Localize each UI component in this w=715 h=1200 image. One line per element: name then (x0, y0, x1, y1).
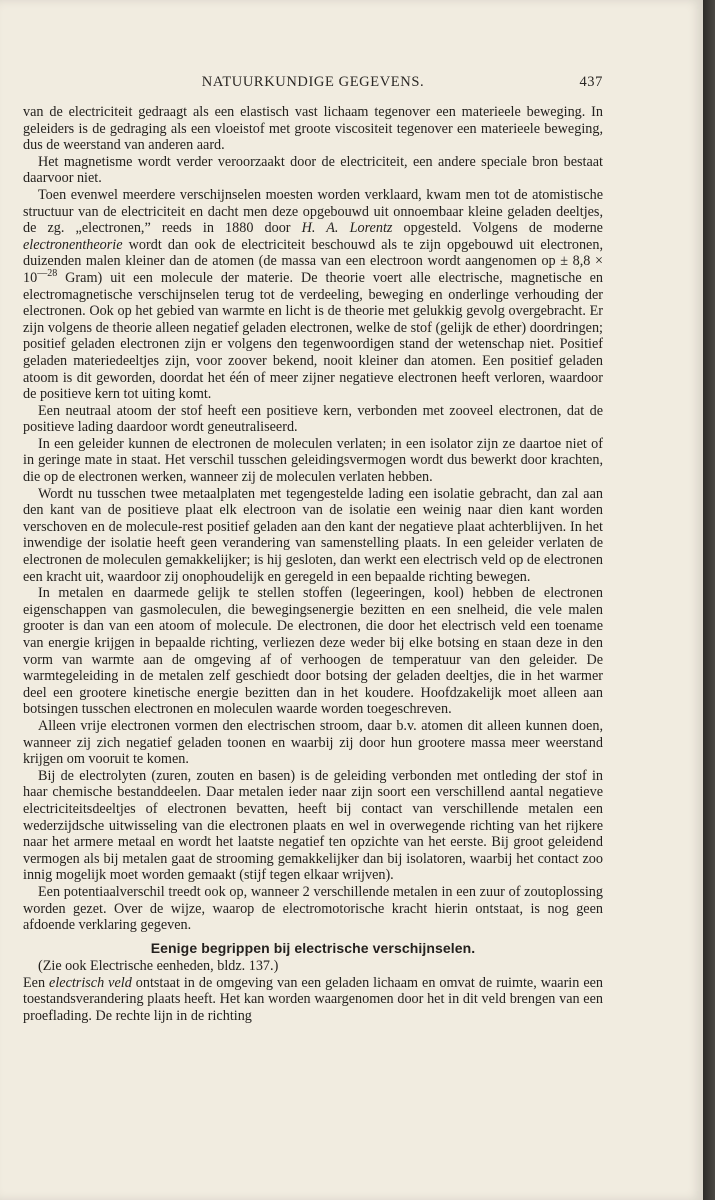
theory-term: electronentheorie (23, 236, 123, 253)
paragraph-1: van de electriciteit gedraagt als een elastisch vast lichaam tegenover een materieele beweging. In geleiders is de gedraging als een vloeistof met groote viscositeit tegenover een materieele beweging, dus de weerstand van anderen aard. (23, 104, 603, 154)
paragraph-5: In een geleider kunnen de electronen de moleculen verlaten; in een isolator zijn ze daartoe niet of in geringe mate in staat. Het verschil tusschen geleidingsvermogen wordt dus bewerkt door krachten, die op de electronen werken, wanneer zij de moleculen verlaten hebben. (23, 435, 603, 486)
exponent: —28 (37, 267, 58, 279)
running-title: NATUURKUNDIGE GEGEVENS. (201, 74, 425, 90)
paragraph-7: In metalen en daarmede gelijk te stellen stoffen (legeeringen, kool) hebben de electronen eigenschappen van gasmoleculen, die bewegingsenergie bezitten en een snelheid, die vele malen grooter is dan van een atoom of molecule. De electronen, die door het electrisch veld een toename van energie krijgen in bepaalde richting, verliezen deze weder bij elke botsing en staan deze in den vorm van warmte aan de omgeving af of verhoogen de temperatuur van den geleider. De warmtegeleiding in de metalen zelf geschiedt door botsing der geladen deeltjes, die in het warmer deel een grootere kinetische energie bezitten dan in het koudere. Hoofdzakelijk moet alleen aan botsingen tusschen electronen en moleculen waarde worden toegeschreven. (23, 585, 603, 718)
paragraph-3-part-4: Gram) uit een molecule der materie. De theorie voert alle electrische, magnetische en electromagnetische verschijnselen terug tot de verdeeling, beweging en onderlinge verhouding der electronen. Ook op het gebied van warmte en licht is de theorie met gelukkig gevolg overgebracht. Er zijn volgens de theorie alleen negatief geladen electronen, welke de stof (gelijk de ether) doordringen; positief geladen electronen zijn er volgens den tegenwoordigen stand der wetenschap niet. Positief geladen materiedeeltjes zijn, voor zoover bekend, nooit kleiner dan atomen. Een positief geladen atoom is dit geworden, doordat het één of meer zijner negatieve electronen heeft verloren, waardoor de positieve kern tot uiting komt. (23, 269, 603, 403)
paragraph-8: Alleen vrije electronen vormen den electrischen stroom, daar b.v. atomen dit alleen kunnen doen, wanneer zij zich negatief geladen toonen en waarbij zij door hun grootere massa meer weerstand krijgen om vooruit te komen. (23, 717, 603, 768)
paragraph-9: Bij de electrolyten (zuren, zouten en basen) is de geleiding verbonden met ontleding der stof in haar chemische bestanddeelen. Daar metalen ieder naar zijn soort een verschillend aantal negatieve electriciteitsdeeltjes of electronen bevatten, heeft bij contact van verschillende metalen een wederzijdsche uitwisseling van die electronen plaats en wel in overwegende richting van het rijkere naar het armere metaal en wordt het laatste negatief ten opzichte van het eerste. Bij groot geleidend vermogen als bij metalen gaat de strooming gemakkelijker dan bij isolatoren, waarbij het contact zoo innig mogelijk moet worden gemaakt (stijf tegen elkaar wrijven). (23, 767, 603, 884)
paragraph-3-part-3: wordt dan ook de electriciteit beschouwd als te zijn opgebouwd uit electronen, duizenden malen kleiner dan de atomen (de massa van een electroon wordt aangenomen op ± 8,8 × 10 (23, 236, 603, 286)
section-heading: Eenige begrippen bij electrische verschijnselen. (150, 939, 476, 956)
paragraph-3-part-1: Toen evenwel meerdere verschijnselen moesten worden verklaard, kwam men tot de atomistische structuur van de electriciteit en dacht men deze opgebouwd uit onnoembaar kleine geladen deeltjes, de zg. „electronen,” reeds in 1880 door (23, 186, 603, 237)
paragraph-10: Een potentiaalverschil treedt ook op, wanneer 2 verschillende metalen in een zuur of zoutoplossing worden gezet. Over de wijze, waarop de electromotorische kracht hierin ontstaat, is nog geen afdoende verklaring gegeven. (23, 883, 603, 934)
paragraph-6: Wordt nu tusschen twee metaalplaten met tegengestelde lading een isolatie gebracht, dan zal aan den kant van de positieve plaat elk electroon van de isolatie een weinig naar dien kant worden verschoven en de molecule-rest positief geladen aan den kant der negatieve plaat achterblijven. In het inwendige der isolatie heeft geen verandering van samenstelling plaats. In een geleider verlaten de electronen de moleculen gemakkelijker; is hij gesloten, dan werkt een electrisch veld op de electronen een kracht uit, waardoor zij onophoudelijk en geregeld in een bepaalde richting bewegen. (23, 485, 603, 585)
section-paragraph-1 (23, 975, 603, 1025)
page-number: 437 (579, 74, 603, 90)
section-paragraph-1-rest: ontstaat in de omgeving van een geladen lichaam en omvat de ruimte, waarin een toestandsverandering plaats heeft. Het kan worden waargenomen door het in dit veld brengen van een proeflading. De rechte lijn in de richting (23, 974, 604, 1025)
paragraph-4: Een neutraal atoom der stof heeft een positieve kern, verbonden met zooveel electronen, dat de positieve lading daardoor wordt geneutraliseerd. (23, 402, 603, 436)
page-edge (703, 0, 715, 1200)
section-paragraph-1-start: Een (23, 974, 50, 991)
author-name: H. A. Lorentz (301, 220, 393, 237)
paragraph-2: Het magnetisme wordt verder veroorzaakt door de electriciteit, een andere speciale bron bestaat daarvoor niet. (23, 153, 603, 187)
electric-field-term: electrisch veld (49, 974, 132, 991)
paragraph-3-part-2: opgesteld. Volgens de moderne (392, 220, 603, 237)
running-header (23, 74, 603, 94)
body-text (23, 104, 603, 1025)
section-subheading: (Zie ook Electrische eenheden, bldz. 137.) (38, 958, 279, 975)
paragraph-3 (23, 187, 603, 403)
